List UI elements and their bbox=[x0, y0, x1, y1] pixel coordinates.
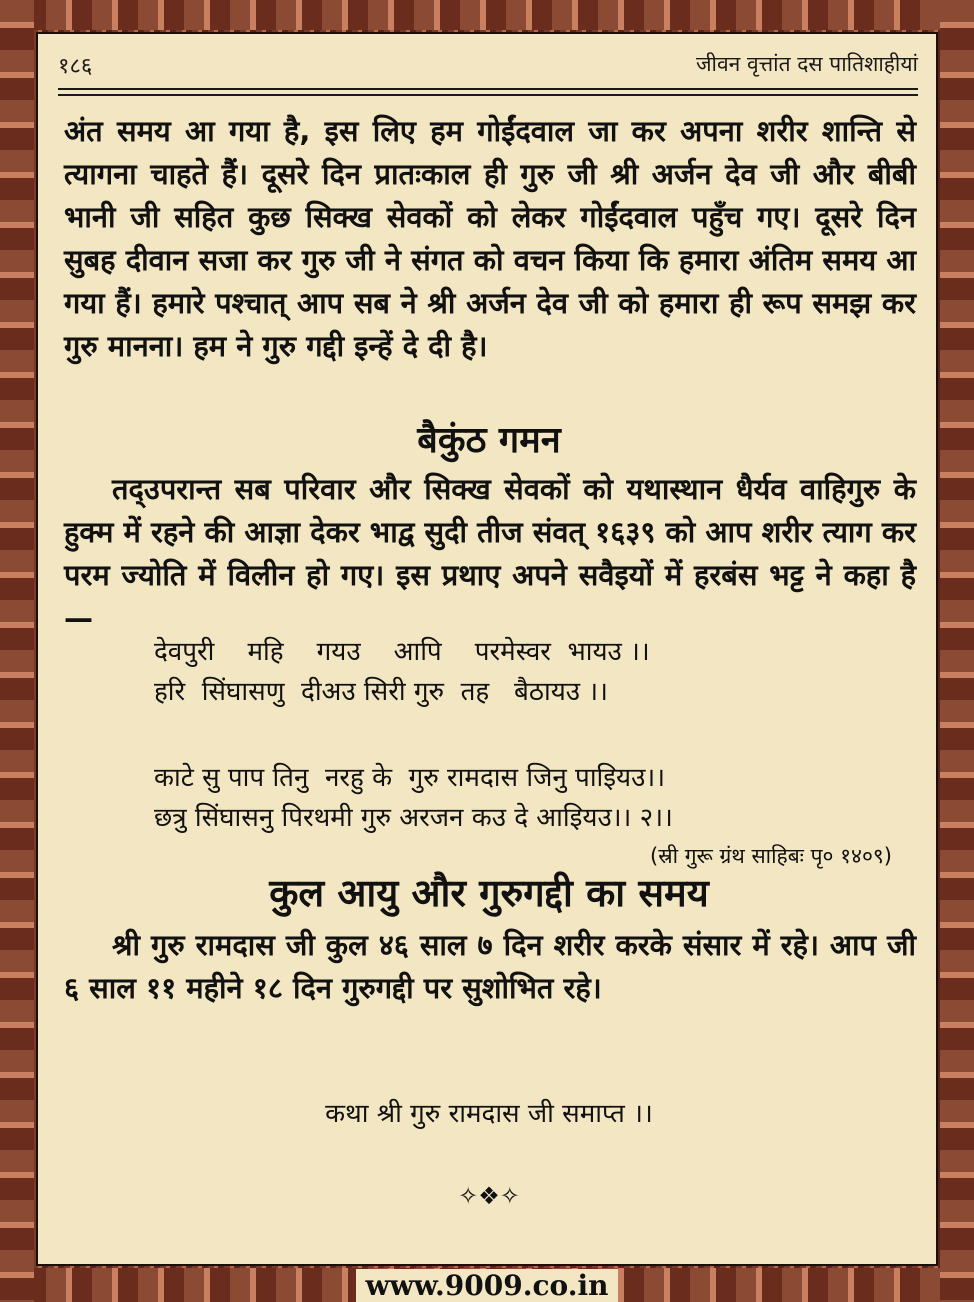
border-right bbox=[940, 0, 974, 1302]
verse-1-line-2: हरि सिंघासणु दीअउ सिरी गुरु तह बैठायउ ।। bbox=[154, 677, 608, 707]
heading-baikunth-gaman: बैकुंठ गमन bbox=[417, 420, 561, 461]
end-ornament: ✧❖✧ bbox=[458, 1182, 520, 1210]
closing-line: कथा श्री गुरु रामदास जी समाप्त ।। bbox=[325, 1099, 653, 1129]
paragraph-2: तद्उपरान्त सब परिवार और सिक्ख सेवकों को यथास्थान धैर्यव वाहिगुरु के हुक्म में रहने की आज्ञा देकर भाद्व सुदी तीज संवत् १६३९ को आप शरीर त्याग कर परम ज्योति में विलीन हो गए। इस प्रथाए अपने सवैइयों में हरबंस भट्ट ने कहा है— bbox=[64, 472, 916, 635]
paragraph-3: श्री गुरु रामदास जी कुल ४६ साल ७ दिन शरीर करके संसार में रहे। आप जी ६ साल ११ महीने १८ दिन गुरुगद्दी पर सुशोभित रहे। bbox=[64, 928, 916, 1005]
website-link[interactable]: www.9009.co.in bbox=[356, 1269, 619, 1302]
header-rule bbox=[58, 88, 918, 90]
border-left bbox=[0, 0, 34, 1302]
border-top bbox=[0, 0, 974, 30]
verse-1-line-1: देवपुरी महि गयउ आपि परमेस्वर भायउ ।। bbox=[154, 637, 650, 667]
running-title: जीवन वृत्तांत दस पातिशाहीयां bbox=[695, 52, 918, 76]
verse-2-line-2: छत्रु सिंघासनु पिरथमी गुरु अरजन कउ दे आइियउ।। २।। bbox=[154, 803, 673, 833]
header-rule-double bbox=[58, 94, 918, 96]
verse-2-line-1: काटे सु पाप तिनु नरहु के गुरु रामदास जिनु पाइियउ।। bbox=[154, 763, 666, 793]
book-page bbox=[36, 32, 938, 1266]
paragraph-1: अंत समय आ गया है, इस लिए हम गोईंदवाल जा कर अपना शरीर शान्ति से त्यागना चाहते हैं। दूसरे दिन प्रातःकाल ही गुरु जी श्री अर्जन देव जी और बीबी भानी जी सहित कुछ सिक्ख सेवकों को लेकर गोईंदवाल पहुँच गए। दूसरे दिन सुबह दीवान सजा कर गुरु जी ने संगत को वचन किया कि हमारा अंतिम समय आ गया हैं। हमारे पश्चात् आप सब ने श्री अर्जन देव जी को हमारा ही रूप समझ कर गुरु मानना। हम ने गुरु गद्दी इन्हें दे दी है। bbox=[64, 114, 916, 363]
heading-kul-aayu: कुल आयु और गुरुगद्दी का समय bbox=[269, 871, 709, 915]
page-header bbox=[58, 46, 918, 86]
citation: (स्री गुरू ग्रंथ साहिबः पृ० १४०९) bbox=[650, 844, 892, 868]
page-number: १८६ bbox=[58, 54, 93, 79]
footer-website bbox=[0, 1270, 974, 1302]
